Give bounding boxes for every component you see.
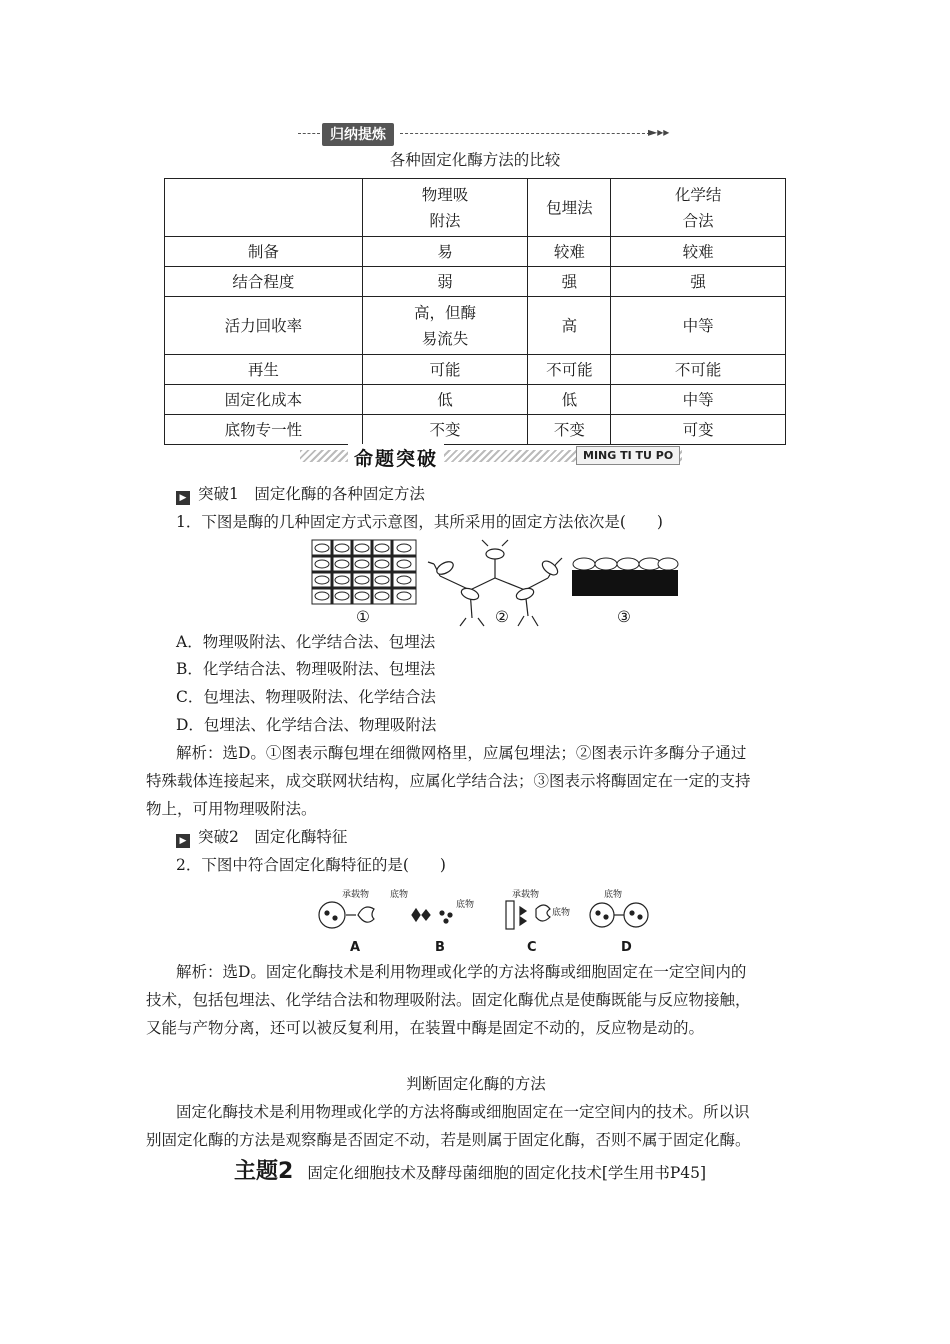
fig2-substrate-label-a: 底物 [390, 890, 409, 900]
banner-dash-left [298, 133, 320, 134]
table-cell: 活力回收率 [165, 297, 363, 355]
break2-heading-text: 突破2 固定化酶特征 [198, 828, 348, 846]
table-cell: 强 [528, 267, 611, 297]
analysis-1-line-3: 物上，可用物理吸附法。 [146, 800, 317, 818]
section-title: 命题突破 [348, 444, 444, 471]
analysis-1-line-1: 解析：选D。①图表示酶包埋在细微网格里，应属包埋法；②图表示许多酶分子通过 [176, 744, 747, 762]
table-cell: 强 [611, 267, 786, 297]
table-cell: 不变 [362, 415, 528, 445]
table-cell: 固定化成本 [165, 385, 363, 415]
figure2-label-b: B [435, 940, 445, 955]
table-cell: 低 [362, 385, 528, 415]
option-b: B．化学结合法、物理吸附法、包埋法 [176, 660, 436, 678]
topic-title: 固定化细胞技术及酵母菌细胞的固定化技术[学生用书P45] [307, 1164, 707, 1182]
figure-entrapment [312, 540, 416, 604]
banner-arrow-icon: ►▸▸ [648, 125, 670, 139]
header-cell: 物理吸 附法 [362, 179, 528, 237]
table-cell: 再生 [165, 355, 363, 385]
section-bar [300, 444, 682, 468]
section-subtitle: MING TI TU PO [576, 446, 680, 465]
table-row [165, 237, 786, 267]
table-cell: 中等 [611, 385, 786, 415]
topic-label: 主题 [234, 1159, 279, 1184]
figure2-label-d: D [621, 940, 632, 955]
table-row [165, 297, 786, 355]
analysis-2-line-1: 解析：选D。固定化酶技术是利用物理或化学的方法将酶或细胞固定在一定空间内的 [176, 963, 747, 981]
table-cell: 底物专一性 [165, 415, 363, 445]
table-cell: 易 [362, 237, 528, 267]
table-cell: 较难 [528, 237, 611, 267]
play-icon: ▶ [176, 834, 190, 848]
option-a: A．物理吸附法、化学结合法、包埋法 [176, 633, 436, 651]
table-cell: 制备 [165, 237, 363, 267]
method-line-1: 固定化酶技术是利用物理或化学的方法将酶或细胞固定在一定空间内的技术。所以识 [176, 1103, 750, 1121]
break2-heading [176, 823, 347, 851]
table-cell: 中等 [611, 297, 786, 355]
figure2-label-c: C [527, 940, 537, 955]
table-cell: 可变 [611, 415, 786, 445]
table-cell: 低 [528, 385, 611, 415]
header-cell [165, 179, 363, 237]
table-cell: 弱 [362, 267, 528, 297]
fig2-substrate-label-c: 底物 [552, 908, 571, 918]
option-d: D．包埋法、化学结合法、物理吸附法 [176, 716, 437, 734]
fig2-carrier-label-c: 承载物 [512, 890, 540, 900]
figure1-label-3: ③ [617, 608, 631, 626]
method-line-2: 别固定化酶的方法是观察酶是否固定不动，若是则属于固定化酶，否则不属于固定化酶。 [146, 1131, 751, 1149]
fig2-substrate-label-b: 底物 [456, 900, 475, 910]
break1-heading-text: 突破1 固定化酶的各种固定方法 [198, 485, 425, 503]
fig2-carrier-label-a: 承载物 [342, 890, 370, 900]
analysis-2-line-3: 又能与产物分离，还可以被反复利用，在装置中酶是固定不动的，反应物是动的。 [146, 1019, 705, 1037]
banner-dash-right [400, 133, 650, 134]
option-c: C．包埋法、物理吸附法、化学结合法 [176, 688, 436, 706]
figure1-label-2: ② [495, 608, 509, 626]
fig2-substrate-label-d: 底物 [604, 890, 623, 900]
table-cell: 不可能 [528, 355, 611, 385]
header-cell: 包埋法 [528, 179, 611, 237]
question-1: 1．下图是酶的几种固定方式示意图，其所采用的固定方法依次是( ) [176, 513, 663, 531]
figure1-label-1: ① [356, 608, 370, 626]
table-row [165, 267, 786, 297]
table-cell: 可能 [362, 355, 528, 385]
table-cell: 不变 [528, 415, 611, 445]
table-row [165, 385, 786, 415]
topic-heading [234, 1154, 706, 1187]
table-row [165, 355, 786, 385]
figure-adsorption [572, 558, 678, 596]
analysis-2-line-2: 技术，包括包埋法、化学结合法和物理吸附法。固定化酶优点是使酶既能与反应物接触， [146, 991, 751, 1009]
table-row [165, 415, 786, 445]
table-cell: 较难 [611, 237, 786, 267]
table-cell: 不可能 [611, 355, 786, 385]
method-title: 判断固定化酶的方法 [406, 1075, 546, 1093]
comparison-table [164, 178, 786, 445]
table-cell: 结合程度 [165, 267, 363, 297]
header-cell: 化学结 合法 [611, 179, 786, 237]
break1-heading [176, 480, 425, 508]
table-cell: 高 [528, 297, 611, 355]
question-2: 2．下图中符合固定化酶特征的是( ) [176, 856, 446, 874]
table-title: 各种固定化酶方法的比较 [389, 151, 561, 169]
table-cell: 高，但酶 易流失 [362, 297, 528, 355]
play-icon: ▶ [176, 491, 190, 505]
topic-number: 2 [278, 1159, 294, 1184]
table-header-row [165, 179, 786, 237]
analysis-1-line-2: 特殊载体连接起来，成交联网状结构，应属化学结合法；③图表示将酶固定在一定的支持 [146, 772, 751, 790]
summary-tag: 归纳提炼 [322, 123, 394, 146]
figure2-label-a: A [350, 940, 361, 955]
